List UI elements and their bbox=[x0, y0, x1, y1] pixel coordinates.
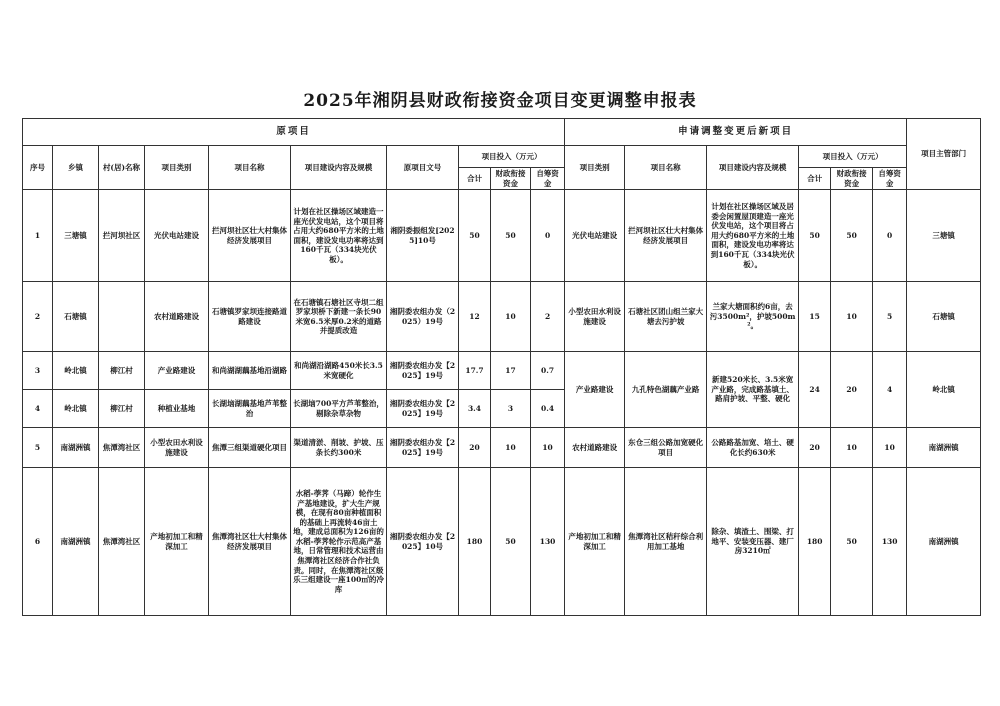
cell-new-name: 石塘社区团山组兰家大塘去污护坡 bbox=[625, 282, 707, 352]
cell-new-total: 50 bbox=[799, 190, 831, 282]
cell-self: 0.7 bbox=[531, 352, 565, 390]
cell-new-fiscal: 10 bbox=[831, 428, 873, 468]
cell-content: 水稻-荸荠（马蹄）轮作生产基地建设，扩大生产规模，在现有80亩种植面积的基础上再流转46亩土地，建成总面积为126亩的水稻-荸荠轮作示范高产基地，日常管理和技术运营由焦潭湾社区经济合作社负责。同时，在焦潭湾社区级乐三组建设一座100㎡的冷库 bbox=[291, 468, 387, 616]
cell-new-content: 计划在社区操场区域及居委会闲置屋顶建造一座光伏发电站，这个项目将占用大约680平方米的土地面积，建设发电功率将达到160千瓦（334块光伏板）。 bbox=[707, 190, 799, 282]
cell-new-content: 兰家大塘面积约6亩，去污3500m²，护坡500m²。 bbox=[707, 282, 799, 352]
cell-new-total: 24 bbox=[799, 352, 831, 428]
cell-seq: 6 bbox=[23, 468, 53, 616]
cell-doc: 湘阴委农组办发【2025】19号 bbox=[387, 390, 459, 428]
cell-seq: 3 bbox=[23, 352, 53, 390]
cell-fiscal: 50 bbox=[491, 190, 531, 282]
table-row bbox=[23, 282, 981, 352]
cell-new-type: 农村道路建设 bbox=[565, 428, 625, 468]
cell-village: 柳江村 bbox=[99, 390, 145, 428]
cell-new-self: 0 bbox=[873, 190, 907, 282]
cell-total: 180 bbox=[459, 468, 491, 616]
cell-dept: 三塘镇 bbox=[907, 190, 981, 282]
cell-new-content: 公路路基加宽、培土、硬化长约630米 bbox=[707, 428, 799, 468]
cell-new-fiscal: 20 bbox=[831, 352, 873, 428]
cell-content: 渠道清淤、削坡、护坡、压条长约300米 bbox=[291, 428, 387, 468]
cell-dept: 南湖洲镇 bbox=[907, 468, 981, 616]
cell-content: 和尚湖沿湖路450米长3.5米宽硬化 bbox=[291, 352, 387, 390]
cell-fiscal: 10 bbox=[491, 428, 531, 468]
cell-town: 石塘镇 bbox=[53, 282, 99, 352]
cell-village: 柳江村 bbox=[99, 352, 145, 390]
cell-seq: 1 bbox=[23, 190, 53, 282]
header-new-invest: 项目投入（万元） bbox=[799, 146, 907, 168]
cell-seq: 4 bbox=[23, 390, 53, 428]
cell-new-content: 新建520米长、3.5米宽产业路，完成路基填土、路肩护坡、平整、硬化 bbox=[707, 352, 799, 428]
cell-village bbox=[99, 282, 145, 352]
cell-type: 小型农田水利设施建设 bbox=[145, 428, 209, 468]
section-new: 申请调整变更后新项目 bbox=[565, 119, 907, 146]
table-row bbox=[23, 190, 981, 282]
header-new-fiscal: 财政衔接资金 bbox=[831, 168, 873, 190]
cell-doc: 湘阴委农组办发（2025）19号 bbox=[387, 282, 459, 352]
cell-name: 长湖垴湖藕基地芦苇整治 bbox=[209, 390, 291, 428]
cell-total: 12 bbox=[459, 282, 491, 352]
cell-content: 计划在社区操场区域建造一座光伏发电站，这个项目将占用大约680平方米的土地面积，建设发电功率将达到160千瓦（334块光伏板）。 bbox=[291, 190, 387, 282]
table-row bbox=[23, 352, 981, 390]
cell-name: 拦河坝社区壮大村集体经济发展项目 bbox=[209, 190, 291, 282]
cell-new-self: 10 bbox=[873, 428, 907, 468]
header-seq: 序号 bbox=[23, 146, 53, 190]
cell-seq: 5 bbox=[23, 428, 53, 468]
cell-fiscal: 3 bbox=[491, 390, 531, 428]
cell-name: 和尚湖湖藕基地沿湖路 bbox=[209, 352, 291, 390]
cell-new-self: 5 bbox=[873, 282, 907, 352]
table-row bbox=[23, 428, 981, 468]
header-doc: 原项目文号 bbox=[387, 146, 459, 190]
cell-town: 岭北镇 bbox=[53, 352, 99, 390]
cell-new-self: 4 bbox=[873, 352, 907, 428]
cell-new-type: 产业路建设 bbox=[565, 352, 625, 428]
cell-seq: 2 bbox=[23, 282, 53, 352]
cell-name: 石塘镇罗家坝连接路道路建设 bbox=[209, 282, 291, 352]
header-total: 合计 bbox=[459, 168, 491, 190]
cell-village: 焦潭湾社区 bbox=[99, 468, 145, 616]
cell-type: 产业路建设 bbox=[145, 352, 209, 390]
cell-name: 焦潭三组渠道硬化项目 bbox=[209, 428, 291, 468]
header-dept: 项目主管部门 bbox=[907, 119, 981, 190]
cell-new-type: 小型农田水利设施建设 bbox=[565, 282, 625, 352]
cell-type: 种植业基地 bbox=[145, 390, 209, 428]
header-fiscal: 财政衔接资金 bbox=[491, 168, 531, 190]
header-new-total: 合计 bbox=[799, 168, 831, 190]
cell-new-name: 九孔特色湖藕产业路 bbox=[625, 352, 707, 428]
cell-doc: 湘阴委振组发[2025]10号 bbox=[387, 190, 459, 282]
header-new-content: 项目建设内容及规模 bbox=[707, 146, 799, 190]
page-title: 2025年湘阴县财政衔接资金项目变更调整申报表 bbox=[303, 91, 697, 111]
section-original: 原项目 bbox=[23, 119, 565, 146]
cell-total: 17.7 bbox=[459, 352, 491, 390]
cell-town: 三塘镇 bbox=[53, 190, 99, 282]
header-village: 村(居)名称 bbox=[99, 146, 145, 190]
cell-new-fiscal: 10 bbox=[831, 282, 873, 352]
cell-fiscal: 10 bbox=[491, 282, 531, 352]
cell-new-type: 光伏电站建设 bbox=[565, 190, 625, 282]
cell-new-total: 180 bbox=[799, 468, 831, 616]
cell-total: 50 bbox=[459, 190, 491, 282]
cell-dept: 南湖洲镇 bbox=[907, 428, 981, 468]
cell-doc: 湘阴委农组办发【2025】19号 bbox=[387, 428, 459, 468]
cell-name: 焦潭湾社区壮大村集体经济发展项目 bbox=[209, 468, 291, 616]
cell-doc: 湘阴委农组办发【2025】19号 bbox=[387, 352, 459, 390]
adjustment-table bbox=[22, 118, 981, 616]
cell-self: 2 bbox=[531, 282, 565, 352]
cell-town: 南湖洲镇 bbox=[53, 428, 99, 468]
cell-type: 光伏电站建设 bbox=[145, 190, 209, 282]
header-town: 乡镇 bbox=[53, 146, 99, 190]
header-new-name: 项目名称 bbox=[625, 146, 707, 190]
cell-village: 焦潭湾社区 bbox=[99, 428, 145, 468]
cell-town: 岭北镇 bbox=[53, 390, 99, 428]
cell-new-type: 产地初加工和精深加工 bbox=[565, 468, 625, 616]
cell-self: 0.4 bbox=[531, 390, 565, 428]
cell-total: 3.4 bbox=[459, 390, 491, 428]
cell-total: 20 bbox=[459, 428, 491, 468]
header-new-type: 项目类别 bbox=[565, 146, 625, 190]
cell-self: 10 bbox=[531, 428, 565, 468]
cell-self: 130 bbox=[531, 468, 565, 616]
header-content: 项目建设内容及规模 bbox=[291, 146, 387, 190]
cell-new-total: 20 bbox=[799, 428, 831, 468]
cell-new-self: 130 bbox=[873, 468, 907, 616]
header-self: 自筹资金 bbox=[531, 168, 565, 190]
cell-new-name: 东仓三组公路加宽硬化项目 bbox=[625, 428, 707, 468]
cell-content: 长湖垴700平方芦苇整治，剔除杂草杂物 bbox=[291, 390, 387, 428]
cell-town: 南湖洲镇 bbox=[53, 468, 99, 616]
header-invest: 项目投入（万元） bbox=[459, 146, 565, 168]
cell-type: 农村道路建设 bbox=[145, 282, 209, 352]
header-name: 项目名称 bbox=[209, 146, 291, 190]
cell-dept: 岭北镇 bbox=[907, 352, 981, 428]
header-type: 项目类别 bbox=[145, 146, 209, 190]
cell-new-name: 焦潭湾社区秸秆综合利用加工基地 bbox=[625, 468, 707, 616]
cell-new-fiscal: 50 bbox=[831, 190, 873, 282]
cell-dept: 石塘镇 bbox=[907, 282, 981, 352]
cell-doc: 湘阴委农组办发【2025】10号 bbox=[387, 468, 459, 616]
cell-new-content: 除杂、填渣土、围梁、打地平、安装变压器、建厂房3210㎡ bbox=[707, 468, 799, 616]
cell-new-fiscal: 50 bbox=[831, 468, 873, 616]
cell-type: 产地初加工和精深加工 bbox=[145, 468, 209, 616]
cell-self: 0 bbox=[531, 190, 565, 282]
cell-new-name: 拦河坝社区壮大村集体经济发展项目 bbox=[625, 190, 707, 282]
table-row bbox=[23, 468, 981, 616]
cell-new-total: 15 bbox=[799, 282, 831, 352]
cell-fiscal: 50 bbox=[491, 468, 531, 616]
header-new-self: 自筹资金 bbox=[873, 168, 907, 190]
cell-fiscal: 17 bbox=[491, 352, 531, 390]
cell-village: 拦河坝社区 bbox=[99, 190, 145, 282]
cell-content: 在石塘镇石塘社区寺坝二组罗家坝桥下新建一条长90米宽6.5米厚0.2米的道路并提质改造 bbox=[291, 282, 387, 352]
